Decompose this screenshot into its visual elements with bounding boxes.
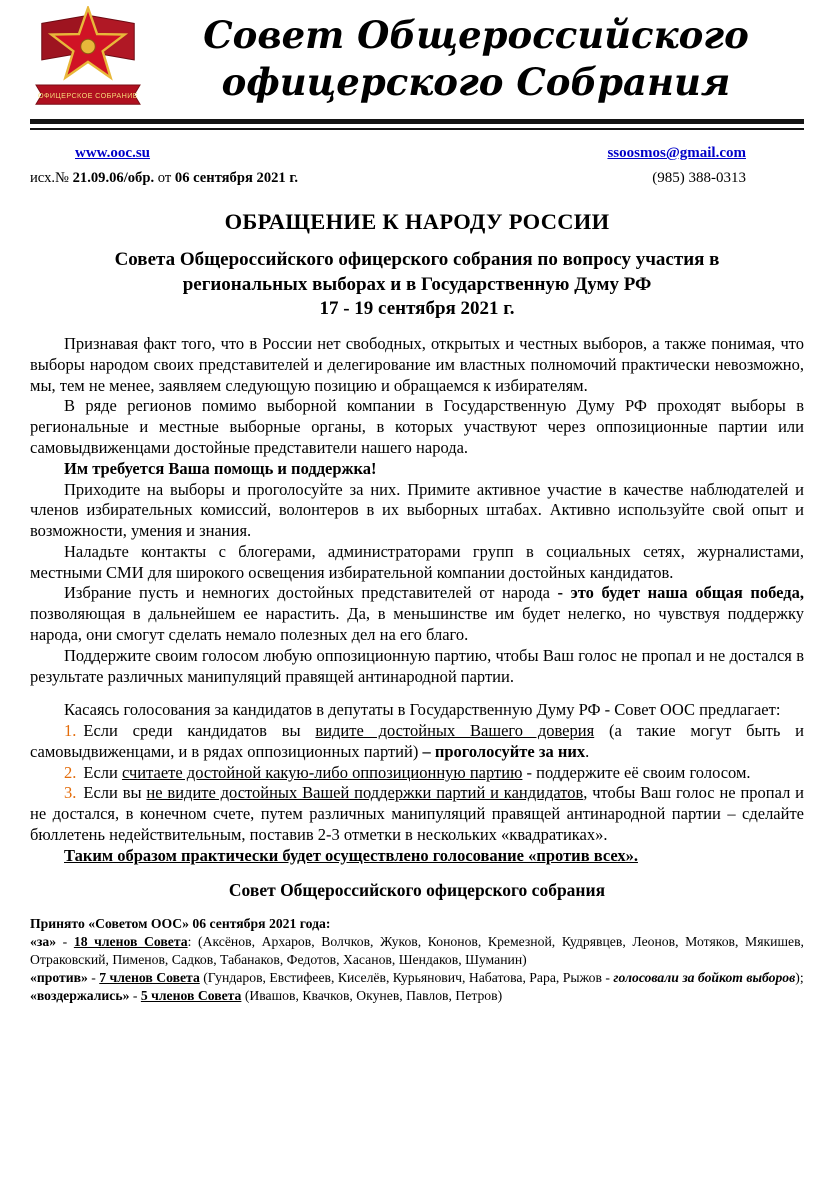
- vote-against-names: (Гундаров, Евстифеев, Киселёв, Курьянович, Набатова, Рара, Рыжов -: [199, 970, 614, 986]
- vote-against-closing: );: [795, 970, 804, 986]
- appeal-body: [30, 334, 804, 867]
- organization-title-line2: офицерского Собрания: [221, 60, 731, 105]
- list-item-2-text-cont: - поддержите её своим голосом.: [522, 762, 751, 782]
- paragraph-help-call: Им требуется Ваша помощь и поддержка!: [64, 458, 377, 478]
- vote-for-colon: :: [187, 933, 199, 949]
- appeal-subtitle: [90, 248, 745, 322]
- website-link[interactable]: www.ooc.su: [75, 145, 151, 161]
- officers-assembly-emblem-icon: [30, 6, 146, 112]
- ref-date: 06 сентября 2021 г.: [174, 170, 298, 186]
- appeal-subtitle-text: Совета Общероссийского офицерского собрания по вопросу участия в региональных выборах и в Государственную Думу РФ: [114, 249, 720, 295]
- phone-number: (985) 388-0313: [652, 170, 746, 186]
- conclusion-text: Таким образом практически будет осуществлено голосование «против всех».: [64, 845, 638, 865]
- vote-abstained-count: 5 членов Совета: [140, 988, 242, 1004]
- list-number-2: 2.: [64, 762, 77, 782]
- list-item-3: [30, 783, 804, 845]
- vote-abstained-names: (Ивашов, Квачков, Окунев, Павлов, Петров): [241, 988, 503, 1004]
- list-item-3-text-cont: , чтобы Ваш голос не пропал и не достался, в конечном счете, путем различных манипуляций правящей антинародной партии – сделайте бюллетень недействительным, поставив 2-3 отметки в нескольких «квадратиках».: [30, 783, 805, 845]
- signature-line: Совет Общероссийского офицерского собрания: [228, 879, 606, 900]
- organization-emblem: [30, 6, 148, 117]
- reference-row: [30, 170, 804, 187]
- list-item-2: [30, 763, 804, 784]
- list-number-1: 1.: [64, 721, 77, 741]
- vote-against-line: [30, 969, 804, 987]
- paragraph-proposal-intro: Касаясь голосования за кандидатов в депутаты в Государственную Думу РФ - Совет ООС предлагает:: [64, 700, 781, 720]
- vote-abstained-line: [30, 987, 804, 1005]
- appeal-title: ОБРАЩЕНИЕ К НАРОДУ РОССИИ: [224, 209, 610, 234]
- ref-number-value: 21.09.06/обр.: [72, 170, 155, 186]
- ribbon-banner-text: ОФИЦЕРСКОЕ СОБРАНИЕ: [37, 91, 139, 101]
- paragraph-7: Поддержите своим голосом любую оппозиционную партию, чтобы Ваш голос не пропал и не достался в результате различных манипуляций правящей антинародной партии.: [30, 645, 804, 686]
- organization-title-line1: Совет Общероссийского: [203, 13, 749, 57]
- voting-record: [30, 915, 804, 1006]
- vote-against-dash: -: [87, 970, 100, 986]
- vote-against-count: 7 членов Совета: [99, 970, 200, 986]
- vote-abstained-label: «воздержались»: [30, 988, 130, 1004]
- letterhead: [30, 6, 804, 117]
- paragraph-6-text: Избрание пусть и немногих достойных представителей от народа: [64, 583, 558, 603]
- contact-row: [30, 145, 804, 162]
- reference-number: [30, 170, 298, 187]
- paragraph-6-text-cont: позволяющая в дальнейшем ее нарастить. Да, в меньшинстве им будет нелегко, но чувствуя поддержку народа, они смогут сделать немало полезных дел на его благо.: [30, 604, 804, 644]
- list-item-2-underlined-phrase: считаете достойной какую-либо оппозиционную партию: [121, 762, 523, 782]
- list-item-1-period: .: [585, 741, 590, 761]
- paragraph-5: Наладьте контакты с блогерами, администраторами групп в социальных сетях, журналистами, местными СМИ для широкого освещения избирательной компании достойных кандидатов.: [30, 541, 804, 582]
- list-number-3: 3.: [64, 783, 77, 803]
- list-item-1: [30, 721, 804, 763]
- list-item-3-underlined-phrase: не видите достойных Вашей поддержки партий и кандидатов: [146, 783, 584, 803]
- vote-for-names: (Аксёнов, Архаров, Волчков, Жуков, Кононов, Кремезной, Кудрявцев, Леонов, Мотяков, Мякишев, Отраковский, Пименов, Садков, Табанаков, Федотов, Хасанов, Шендаков, Шуманин): [30, 933, 804, 968]
- vote-abstained-dash: -: [129, 988, 141, 1004]
- conclusion-statement: [30, 846, 804, 867]
- list-item-1-bold-phrase: – проголосуйте за них: [422, 741, 586, 761]
- vote-against-note: голосовали за бойкот выборов: [613, 970, 796, 986]
- header-divider: [30, 119, 804, 130]
- vote-for-label: «за»: [30, 933, 57, 949]
- vote-against-label: «против»: [30, 970, 88, 986]
- star-medallion-icon: [81, 39, 95, 53]
- organization-title: [148, 6, 804, 107]
- paragraph-4: Приходите на выборы и проголосуйте за них. Примите активное участие в качестве наблюдателей и членов избирательных комиссий, волонтеров в их выборных штабах. Активно используйте свой опыт и возможности, умения и знания.: [30, 479, 804, 541]
- list-item-1-text-cont: (а такие могут быть и самовыдвиженцами, и в рядах оппозиционных партий): [30, 721, 805, 761]
- ref-middle: от: [154, 170, 175, 186]
- list-item-2-text: Если: [83, 762, 122, 782]
- email-cell: [607, 145, 746, 162]
- email-link[interactable]: ssoosmos@gmail.com: [607, 145, 746, 161]
- list-item-3-text: Если вы: [83, 783, 147, 803]
- paragraph-6: [30, 583, 804, 645]
- paragraph-2: В ряде регионов помимо выборной компании в Государственную Думу РФ проходят выборы в региональные и местные выборные органы, в которых участвуют через оппозиционные партии или самовыдвиженцами достойные представители нашего народа.: [30, 396, 804, 457]
- ref-prefix: исх.№: [30, 170, 73, 186]
- list-item-1-text: Если среди кандидатов вы: [83, 721, 316, 741]
- adopted-line: Принято «Советом ООС» 06 сентября 2021 года:: [30, 915, 331, 931]
- vote-for-dash: -: [56, 933, 74, 949]
- vote-for-count: 18 членов Совета: [73, 933, 188, 949]
- paragraph-6-bold-phrase: - это будет наша общая победа,: [557, 583, 804, 603]
- vote-for-line: [30, 933, 804, 969]
- appeal-subtitle-date: 17 - 19 сентября 2021 г.: [319, 298, 515, 320]
- website-cell: [75, 145, 150, 162]
- paragraph-1: Признавая факт того, что в России нет свободных, открытых и честных выборов, а также понимая, что выборы народом своих представителей и делегирование им властных полномочий практически невозможно, мы, тем не менее, заявляем следующую позицию и обращаемся к избирателям.: [30, 334, 804, 395]
- list-item-1-underlined-phrase: видите достойных Вашего доверия: [315, 721, 595, 741]
